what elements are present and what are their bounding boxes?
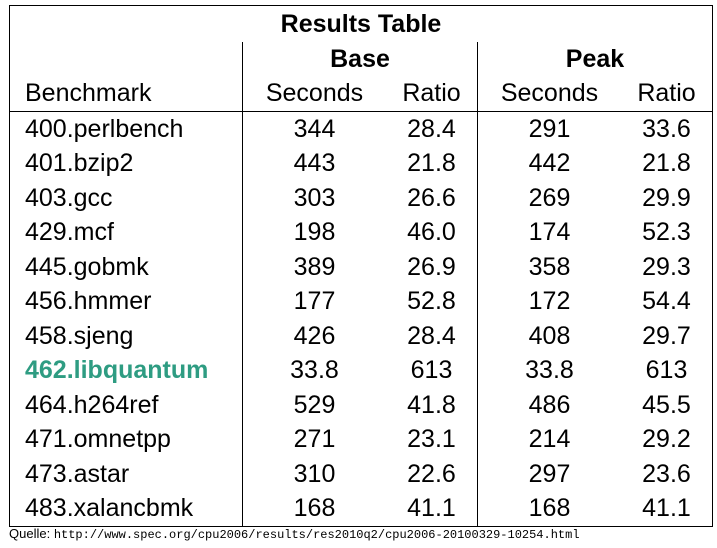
base-seconds-cell: 271: [243, 423, 387, 458]
base-seconds-cell: 344: [243, 112, 387, 147]
title-row: [10, 6, 713, 43]
table-row: [10, 319, 713, 354]
benchmark-name-cell: 464.h264ref: [10, 388, 243, 423]
peak-seconds-cell: 297: [478, 457, 622, 492]
column-header-benchmark: Benchmark: [10, 77, 243, 112]
peak-seconds-cell: 291: [478, 112, 622, 147]
table-row: [10, 388, 713, 423]
peak-ratio-cell: 54.4: [621, 285, 713, 320]
peak-ratio-cell: 23.6: [621, 457, 713, 492]
benchmark-name-cell: 401.bzip2: [10, 147, 243, 182]
table-title: Results Table: [10, 6, 713, 43]
peak-seconds-cell: 269: [478, 181, 622, 216]
benchmark-name-cell: 403.gcc: [10, 181, 243, 216]
source-note: [9, 526, 580, 542]
benchmark-name-cell: 456.hmmer: [10, 285, 243, 320]
peak-ratio-cell: 29.7: [621, 319, 713, 354]
base-seconds-cell: 198: [243, 216, 387, 251]
base-ratio-cell: 22.6: [407, 459, 456, 488]
peak-seconds-cell: 33.8: [478, 354, 622, 389]
column-header-peak-ratio: Ratio: [621, 77, 713, 112]
peak-seconds-cell: 174: [478, 216, 622, 251]
base-ratio-cell: 41.1: [386, 492, 478, 527]
peak-seconds-cell: 172: [478, 285, 622, 320]
table-row: [10, 112, 713, 147]
source-url: http://www.spec.org/cpu2006/results/res2010q2/cpu2006-20100329-10254.html: [53, 528, 580, 542]
table-row: [10, 423, 713, 458]
peak-ratio-cell: 21.8: [621, 147, 713, 182]
base-ratio-cell: 613: [410, 356, 453, 385]
peak-ratio-cell: 41.1: [621, 492, 713, 527]
benchmark-name-cell: 462.libquantum: [10, 354, 243, 389]
benchmark-name-cell: 400.perlbench: [10, 112, 243, 147]
column-header-row: [10, 77, 713, 112]
group-header-empty: [10, 42, 243, 77]
table-body: [10, 112, 713, 527]
benchmark-name-cell: 473.astar: [10, 457, 243, 492]
peak-ratio-cell: 52.3: [621, 216, 713, 251]
table-row: [10, 354, 713, 389]
benchmark-name-cell: 471.omnetpp: [10, 423, 243, 458]
column-header-peak-seconds: Seconds: [478, 77, 622, 112]
group-header-row: [10, 42, 713, 77]
peak-ratio-cell: 45.5: [621, 388, 713, 423]
base-ratio-cell: 23.1: [407, 425, 456, 454]
peak-ratio-cell: 29.9: [621, 181, 713, 216]
peak-seconds-cell: 486: [478, 388, 622, 423]
source-label: Quelle:: [9, 526, 51, 541]
peak-ratio-cell: 29.2: [621, 423, 713, 458]
benchmark-name-cell: 458.sjeng: [10, 319, 243, 354]
table-row: [10, 457, 713, 492]
peak-seconds-cell: 442: [478, 147, 622, 182]
peak-ratio-cell: 29.3: [621, 250, 713, 285]
peak-seconds-cell: 408: [478, 319, 622, 354]
base-seconds-cell: 168: [243, 492, 387, 527]
base-ratio-cell: 26.6: [407, 183, 456, 212]
base-ratio-cell: 52.8: [407, 287, 456, 316]
benchmark-name-cell: 429.mcf: [10, 216, 243, 251]
table-row: [10, 492, 713, 527]
base-seconds-cell: 177: [243, 285, 387, 320]
table-row: [10, 181, 713, 216]
base-seconds-cell: 443: [243, 147, 387, 182]
peak-seconds-cell: 358: [478, 250, 622, 285]
group-header-peak: Peak: [478, 42, 713, 77]
base-seconds-cell: 303: [243, 181, 387, 216]
base-seconds-cell: 389: [243, 250, 387, 285]
peak-seconds-cell: 214: [478, 423, 622, 458]
base-ratio-cell: 26.9: [407, 252, 456, 281]
results-table: [9, 5, 713, 527]
base-seconds-cell: 33.8: [243, 354, 387, 389]
base-ratio-cell: 28.4: [407, 321, 456, 350]
peak-seconds-cell: 168: [478, 492, 622, 527]
table-row: [10, 250, 713, 285]
benchmark-name-cell: 445.gobmk: [10, 250, 243, 285]
group-header-base: Base: [243, 42, 478, 77]
base-ratio-cell: 28.4: [386, 112, 478, 147]
base-ratio-cell: 41.8: [407, 390, 456, 419]
base-ratio-cell: 21.8: [407, 149, 456, 178]
table-row: [10, 216, 713, 251]
peak-ratio-cell: 613: [621, 354, 713, 389]
column-header-base-ratio: Ratio: [402, 79, 461, 108]
base-ratio-cell: 46.0: [407, 218, 456, 247]
table-row: [10, 285, 713, 320]
base-seconds-cell: 310: [243, 457, 387, 492]
benchmark-name-cell: 483.xalancbmk: [10, 492, 243, 527]
base-seconds-cell: 426: [243, 319, 387, 354]
table-row: [10, 147, 713, 182]
base-seconds-cell: 529: [243, 388, 387, 423]
peak-ratio-cell: 33.6: [621, 112, 713, 147]
column-header-base-seconds: Seconds: [243, 77, 387, 112]
